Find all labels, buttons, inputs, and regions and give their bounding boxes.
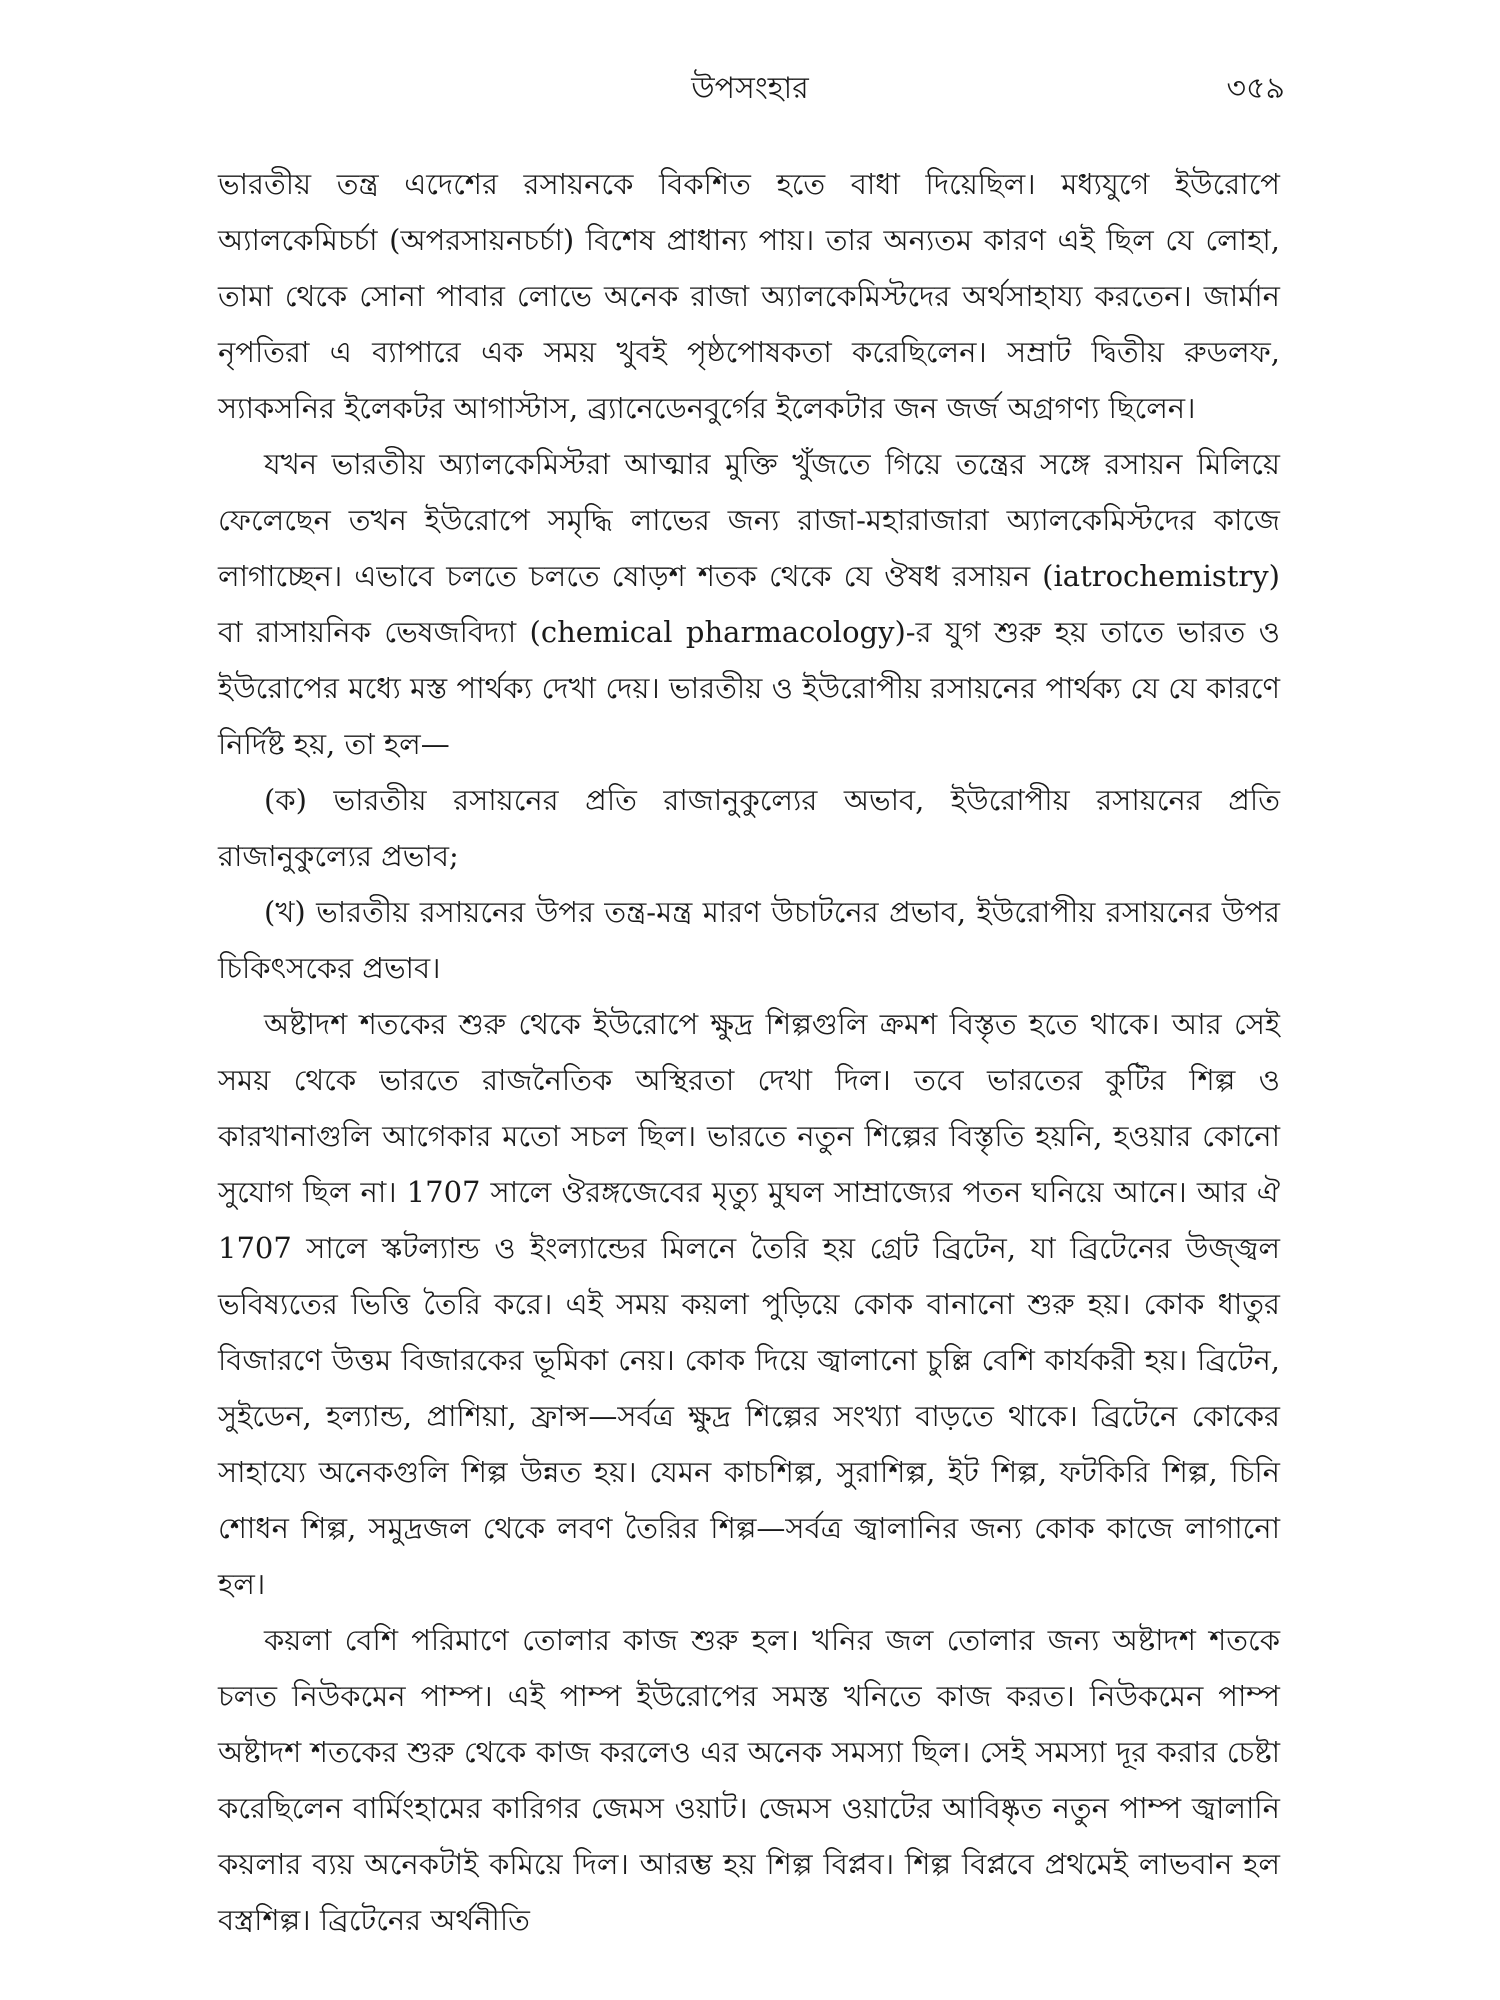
body-text: [218, 156, 1280, 1948]
list-item-ka: (ক) ভারতীয় রসায়নের প্রতি রাজানুকুল্যের অভাব, ইউরোপীয় রসায়নের প্রতি রাজানুকুল্যের প্রভাব;: [218, 783, 1280, 873]
chapter-title: উপসংহার: [691, 71, 809, 106]
running-header: [215, 66, 1285, 116]
page-number: ৩৫৯: [1226, 71, 1285, 106]
paragraph-3: অষ্টাদশ শতকের শুরু থেকে ইউরোপে ক্ষুদ্র শিল্পগুলি ক্রমশ বিস্তৃত হতে থাকে। আর সেই সময় থেকে ভারতে রাজনৈতিক অস্থিরতা দেখা দিল। তবে ভারতের কুটির শিল্প ও কারখানাগুলি আগেকার মতো সচল ছিল। ভারতে নতুন শিল্পের বিস্তৃতি হয়নি, হওয়ার কোনো সুযোগ ছিল না। 1707 সালে ঔরঙ্গজেবের মৃত্যু মুঘল সাম্রাজ্যের পতন ঘনিয়ে আনে। আর ঐ 1707 সালে স্কটল্যান্ড ও ইংল্যান্ডের মিলনে তৈরি হয় গ্রেট ব্রিটেন, যা ব্রিটেনের উজ্জ্বল ভবিষ্যতের ভিত্তি তৈরি করে। এই সময় কয়লা পুড়িয়ে কোক বানানো শুরু হয়। কোক ধাতুর বিজারণে উত্তম বিজারকের ভূমিকা নেয়। কোক দিয়ে জ্বালানো চুল্লি বেশি কার্যকরী হয়। ব্রিটেন, সুইডেন, হল্যান্ড, প্রাশিয়া, ফ্রান্স—সর্বত্র ক্ষুদ্র শিল্পের সংখ্যা বাড়তে থাকে। ব্রিটেনে কোকের সাহায্যে অনেকগুলি শিল্প উন্নত হয়। যেমন কাচশিল্প, সুরাশিল্প, ইট শিল্প, ফটকিরি শিল্প, চিনি শোধন শিল্প, সমুদ্রজল থেকে লবণ তৈরির শিল্প—সর্বত্র জ্বালানির জন্য কোক কাজে লাগানো হল।: [218, 1007, 1280, 1601]
paragraph-1: ভারতীয় তন্ত্র এদেশের রসায়নকে বিকশিত হতে বাধা দিয়েছিল। মধ্যযুগে ইউরোপে অ্যালকেমিচর্চা (অপরসায়নচর্চা) বিশেষ প্রাধান্য পায়। তার অন্যতম কারণ এই ছিল যে লোহা, তামা থেকে সোনা পাবার লোভে অনেক রাজা অ্যালকেমিস্টদের অর্থসাহায্য করতেন। জার্মান নৃপতিরা এ ব্যাপারে এক সময় খুবই পৃষ্ঠপোষকতা করেছিলেন। সম্রাট দ্বিতীয় রুডলফ, স্যাকসনির ইলেকটর আগাস্টাস, ব্র্যানেডেনবুর্গের ইলেকটার জন জর্জ অগ্রগণ্য ছিলেন।: [218, 167, 1280, 425]
paragraph-4: কয়লা বেশি পরিমাণে তোলার কাজ শুরু হল। খনির জল তোলার জন্য অষ্টাদশ শতকে চলত নিউকমেন পাম্প। এই পাম্প ইউরোপের সমস্ত খনিতে কাজ করত। নিউকমেন পাম্প অষ্টাদশ শতকের শুরু থেকে কাজ করলেও এর অনেক সমস্যা ছিল। সেই সমস্যা দূর করার চেষ্টা করেছিলেন বার্মিংহামের কারিগর জেমস ওয়াট। জেমস ওয়াটের আবিষ্কৃত নতুন পাম্প জ্বালানি কয়লার ব্যয় অনেকটাই কমিয়ে দিল। আরম্ভ হয় শিল্প বিপ্লব। শিল্প বিপ্লবে প্রথমেই লাভবান হল বস্ত্রশিল্প। ব্রিটেনের অর্থনীতি: [218, 1623, 1280, 1937]
paragraph-2: যখন ভারতীয় অ্যালকেমিস্টরা আত্মার মুক্তি খুঁজতে গিয়ে তন্ত্রের সঙ্গে রসায়ন মিলিয়ে ফেলেছেন তখন ইউরোপে সমৃদ্ধি লাভের জন্য রাজা-মহারাজারা অ্যালকেমিস্টদের কাজে লাগাচ্ছেন। এভাবে চলতে চলতে ষোড়শ শতক থেকে যে ঔষধ রসায়ন (iatrochemistry) বা রাসায়নিক ভেষজবিদ্যা (chemical pharmacology)-র যুগ শুরু হয় তাতে ভারত ও ইউরোপের মধ্যে মস্ত পার্থক্য দেখা দেয়। ভারতীয় ও ইউরোপীয় রসায়নের পার্থক্য যে যে কারণে নির্দিষ্ট হয়, তা হল—: [218, 447, 1280, 761]
list-item-kha: (খ) ভারতীয় রসায়নের উপর তন্ত্র-মন্ত্র মারণ উচাটনের প্রভাব, ইউরোপীয় রসায়নের উপর চিকিৎসকের প্রভাব।: [218, 895, 1280, 985]
